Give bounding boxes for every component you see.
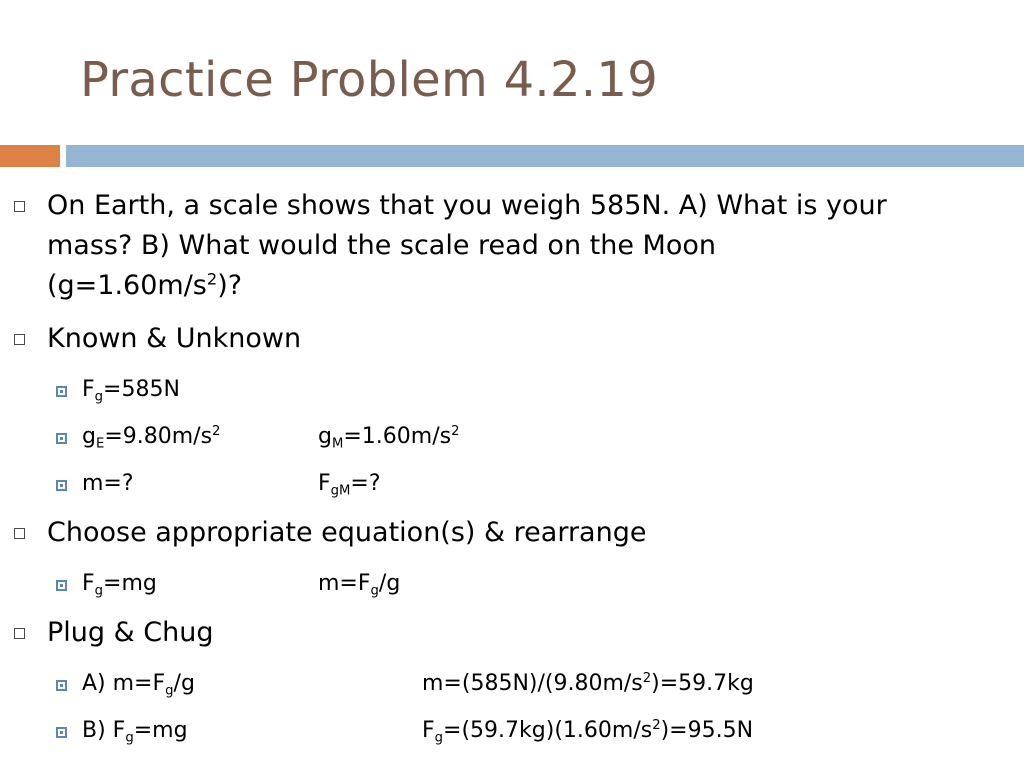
square-bullet-icon [14, 528, 25, 539]
known-fg-item: $F_g=585N$ [0, 372, 982, 408]
square-bullet-icon [14, 334, 25, 345]
part-a-equation: A) $m=F_g/g$ [82, 671, 195, 699]
mass-equation: $m=F_g/g$ [318, 571, 401, 599]
unknowns-item [0, 466, 982, 502]
title-rule-blue [66, 145, 1024, 167]
problem-line-3: $(g=1.60m/s^2)$? [47, 269, 243, 301]
known-g-item [0, 419, 982, 455]
plug-b-item [0, 713, 982, 749]
filled-square-bullet-icon [56, 727, 67, 738]
part-b-result: $F_g=(59.7kg)(1.60m/s^2)=95.5N$ [422, 718, 754, 746]
square-bullet-icon [14, 628, 25, 639]
unknown-moon-weight: $F_{gM}=$? [318, 471, 381, 499]
equation-item [0, 566, 982, 602]
filled-square-bullet-icon [56, 386, 67, 397]
moon-gravity: $g_M=1.60m/s^2$ [318, 424, 460, 452]
slide-body [0, 186, 1024, 760]
weight-equation: $F_g=mg$ [82, 571, 157, 599]
plug-heading: Plug & Chug [0, 613, 1007, 653]
plug-a-item [0, 666, 982, 702]
problem-statement [0, 186, 1007, 306]
filled-square-bullet-icon [56, 680, 67, 691]
filled-square-bullet-icon [56, 580, 67, 591]
part-b-equation: B) $F_g=mg$ [82, 718, 188, 746]
square-bullet-icon [14, 201, 25, 212]
earth-gravity: $g_E=9.80m/s^2$ [82, 424, 221, 452]
problem-line-1: On Earth, a scale shows that you weigh 585N. A) What is your [47, 190, 887, 221]
equation-heading: Choose appropriate equation(s) & rearrange [0, 513, 1007, 553]
unknown-mass: m=? [82, 471, 134, 496]
part-a-result: $m=(585N)/(9.80m/s^2)=59.7kg$ [422, 671, 754, 696]
known-unknown-heading: Known & Unknown [0, 319, 1007, 359]
filled-square-bullet-icon [56, 480, 67, 491]
slide-title: Practice Problem 4.2.19 [80, 52, 659, 108]
title-rule-orange [0, 145, 60, 167]
problem-line-2: mass? B) What would the scale read on the Moon [47, 230, 716, 261]
filled-square-bullet-icon [56, 433, 67, 444]
